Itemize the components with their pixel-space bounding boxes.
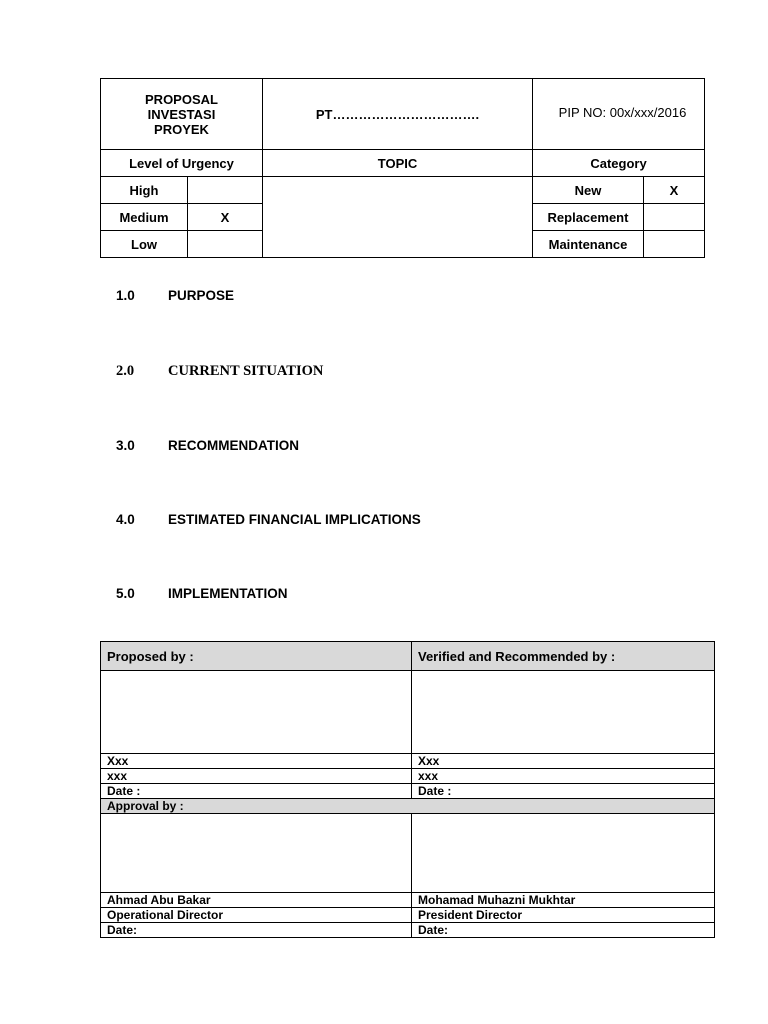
category-replacement-mark (644, 204, 705, 231)
verified-by-label: Verified and Recommended by : (412, 642, 715, 671)
section-title: IMPLEMENTATION (168, 586, 288, 601)
approver2-date: Date: (412, 923, 715, 938)
approver2-name: Mohamad Muhazni Mukhtar (412, 893, 715, 908)
pip-number: PIP NO: 00x/xxx/2016 (533, 79, 705, 150)
urgency-low-mark (188, 231, 263, 258)
section-number: 5.0 (116, 586, 135, 601)
proposed-by-label: Proposed by : (101, 642, 412, 671)
title-line-2: INVESTASI (147, 106, 216, 122)
company-name-field: PT……………………………. (263, 79, 533, 150)
proposer-name: Xxx (101, 754, 412, 769)
section-number: 4.0 (116, 512, 135, 527)
category-maintenance-label: Maintenance (533, 231, 644, 258)
section-number: 1.0 (116, 288, 135, 303)
topic-header: TOPIC (263, 150, 533, 177)
proposal-header-table (100, 78, 705, 258)
approver1-date: Date: (101, 923, 412, 938)
urgency-medium-mark: X (188, 204, 263, 231)
urgency-low-label: Low (101, 231, 188, 258)
section-number: 2.0 (116, 363, 135, 379)
category-maintenance-mark (644, 231, 705, 258)
section-current-situation (116, 363, 323, 380)
approver2-signature-area (412, 814, 715, 893)
category-header: Category (533, 150, 705, 177)
section-purpose (116, 288, 234, 303)
verifier-signature-area (412, 671, 715, 754)
section-title: PURPOSE (168, 288, 235, 303)
urgency-high-label: High (101, 177, 188, 204)
section-implementation (116, 586, 288, 601)
section-title: RECOMMENDATION (168, 438, 299, 453)
topic-field (263, 177, 533, 258)
approval-by-label: Approval by : (101, 799, 715, 814)
section-financial-implications (116, 512, 421, 527)
document-title (101, 79, 263, 150)
urgency-header: Level of Urgency (101, 150, 263, 177)
proposer-title: xxx (101, 769, 412, 784)
section-title: ESTIMATED FINANCIAL IMPLICATIONS (168, 512, 421, 527)
category-new-mark: X (644, 177, 705, 204)
urgency-high-mark (188, 177, 263, 204)
approver2-title: President Director (412, 908, 715, 923)
title-line-3: PROYEK (154, 121, 209, 137)
approver1-title: Operational Director (101, 908, 412, 923)
category-replacement-label: Replacement (533, 204, 644, 231)
verifier-name: Xxx (412, 754, 715, 769)
signoff-table (100, 641, 715, 938)
proposer-signature-area (101, 671, 412, 754)
approver1-name: Ahmad Abu Bakar (101, 893, 412, 908)
category-new-label: New (533, 177, 644, 204)
title-line-1: PROPOSAL (145, 91, 218, 107)
approver1-signature-area (101, 814, 412, 893)
proposer-date: Date : (101, 784, 412, 799)
section-title: CURRENT SITUATION (168, 363, 324, 379)
section-recommendation (116, 438, 299, 453)
verifier-title: xxx (412, 769, 715, 784)
section-number: 3.0 (116, 438, 135, 453)
urgency-medium-label: Medium (101, 204, 188, 231)
verifier-date: Date : (412, 784, 715, 799)
